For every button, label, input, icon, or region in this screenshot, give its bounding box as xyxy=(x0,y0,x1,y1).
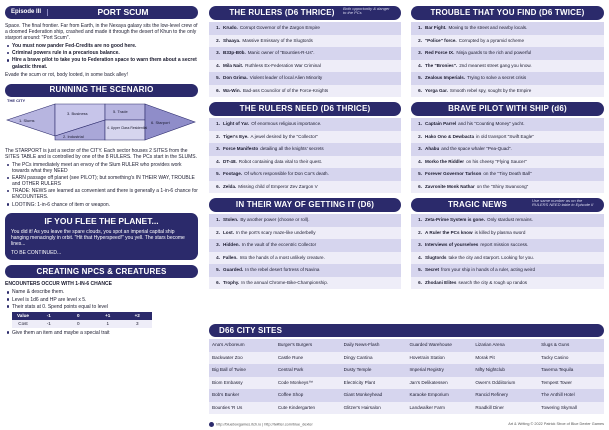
table-row xyxy=(411,35,604,48)
table-row xyxy=(411,143,604,156)
scenario-bullets xyxy=(5,162,198,208)
zone-label: 1. Slums xyxy=(19,117,35,123)
table-row xyxy=(209,156,401,169)
rulers-table xyxy=(209,22,401,97)
entry-name: DT-48. xyxy=(223,158,237,164)
entry-description: search the city & rough up randos xyxy=(458,279,528,285)
entry-name: Force Manifesto xyxy=(223,146,259,152)
site-cell: Big Ball of Twine xyxy=(209,364,275,377)
entry-description: on the "Shiny Swanxong" xyxy=(476,183,529,189)
sites-grid xyxy=(209,339,604,414)
entry-name: Hako Ono & Dewbacta xyxy=(425,133,475,139)
entry-name: Krudo. xyxy=(223,25,238,31)
entry-description: Violent leader of local Alien Minority xyxy=(249,75,323,81)
flee-continued: TO BE CONTINUED... xyxy=(11,250,62,257)
zone-label: 3. Business xyxy=(67,110,88,116)
entry-name: The "Bronies". xyxy=(425,62,458,68)
news-header xyxy=(411,198,604,212)
trouble-title: TROUBLE THAT YOU FIND (D6 TWICE) xyxy=(430,8,585,18)
trouble-table xyxy=(411,22,604,97)
entry-name: Zeta-Prime System is gone. xyxy=(425,217,485,223)
table-row xyxy=(411,85,604,98)
cost-head: -1 xyxy=(34,312,64,320)
news-note: Use same number as on the RULERS NEED table in Episode II xyxy=(532,198,594,208)
site-cell: Daily News-Flash xyxy=(341,339,407,352)
pilot-title: BRAVE PILOT WITH SHIP (d6) xyxy=(448,104,567,114)
npcs-intro: ENCOUNTERS OCCUR WITH 1-IN-6 CHANCE xyxy=(5,281,112,288)
entry-description: report mission success. xyxy=(480,242,529,248)
cost-table xyxy=(12,312,152,328)
site-cell: Roadkill Diner xyxy=(472,402,538,415)
scenario-title: RUNNING THE SCENARIO xyxy=(49,85,154,95)
roll-number: 4. xyxy=(216,254,220,260)
entry-description: on his cheesy "Flying Saucer" xyxy=(466,158,527,164)
roll-number: 1. xyxy=(418,217,422,223)
need-title: THE RULERS NEED (D6 THRICE) xyxy=(239,104,371,114)
site-cell: Rancid Refinery xyxy=(472,389,538,402)
table-row xyxy=(411,131,604,144)
flee-text: You did it! As you leave the spare clouds, you spot an imperial capital ship hanging menacingly in orbit. "Hit that Hyperspeed!" you yell. The stars become lines... xyxy=(11,228,185,248)
roll-number: 6. xyxy=(418,183,422,189)
roll-number: 2. xyxy=(418,229,422,235)
roll-number: 5. xyxy=(216,171,220,177)
table-row xyxy=(209,239,401,252)
table-row xyxy=(411,277,604,290)
site-cell: Taverna Tequila xyxy=(538,364,604,377)
roll-number: 1. xyxy=(216,25,220,31)
entry-description: Moving to the street and nearby locals. xyxy=(448,25,528,31)
site-cell: Tempest Tower xyxy=(538,377,604,390)
list-item: The PCs immediately meet an envoy of the Slum RULER who provides work towards what they NEED xyxy=(5,162,198,174)
entry-description: is killed by plasma sword xyxy=(474,229,526,235)
entry-description: Only stardust remains. xyxy=(487,217,533,223)
roll-number: 5. xyxy=(216,75,220,81)
entry-name: Zhodani Elites xyxy=(425,279,457,285)
site-cell: Coffee Shop xyxy=(275,389,341,402)
entry-description: Corrupted by a pyramid scheme xyxy=(458,37,525,43)
entry-description: Corrupt Governor of the Zargon Empire xyxy=(239,25,320,31)
sites-title: D66 CITY SITES xyxy=(219,325,283,335)
flee-title: IF YOU FLEE THE PLANET... xyxy=(44,215,159,226)
entry-description: in old transport "Swift Eagle" xyxy=(476,133,534,139)
roll-number: 5. xyxy=(216,267,220,273)
table-row xyxy=(209,85,401,98)
roll-number: 3. xyxy=(418,146,422,152)
entry-description: from your ship in hands of a ruler, acting weird xyxy=(441,267,536,273)
site-cell: Tacky Casino xyxy=(538,352,604,365)
entry-description: Into the hands of a most unlikely creature. xyxy=(239,254,325,260)
rulers-note: Both opportunity & danger to the PCs xyxy=(343,6,390,16)
table-row xyxy=(209,252,401,265)
entry-name: Mila Nait. xyxy=(223,62,244,68)
table-row xyxy=(209,35,401,48)
table-row xyxy=(209,214,401,227)
pilot-table xyxy=(411,118,604,193)
site-cell: Code Monkeys™ xyxy=(275,377,341,390)
roll-number: 1. xyxy=(418,121,422,127)
cost-cell: 0 xyxy=(64,320,94,328)
entry-description: detailing all the knights' secrets xyxy=(260,146,324,152)
entry-description: In the vault of the eccentric Collector xyxy=(241,242,317,248)
entry-description: 2nd meanest street gang you know. xyxy=(459,62,532,68)
entry-description: Of who's responsible for Don Cor's death. xyxy=(244,171,329,177)
npcs-header xyxy=(5,265,198,278)
entry-description: on the "Tiny Death Ball" xyxy=(483,171,532,177)
trouble-header xyxy=(411,6,604,20)
site-cell: Morak Pit xyxy=(472,352,538,365)
roll-number: 4. xyxy=(418,158,422,164)
site-cell: Bob's Bunker xyxy=(209,389,275,402)
scenario-header xyxy=(5,84,198,97)
table-row xyxy=(209,72,401,85)
entry-name: Yorga Gar. xyxy=(425,87,448,93)
news-table xyxy=(411,214,604,289)
intro-closing: Evade the scum or rot, body looted, in some back alley! xyxy=(5,71,128,78)
zone-upper-class xyxy=(105,120,148,140)
roll-number: 6. xyxy=(216,183,220,189)
intro-paragraph: Space. The final frontier. Far from Earth, in the Nexaya galaxy sits the low-level crew of a doomed Federation ship, crashed and made it through the desert of Khun to the only starport around: "Port Scum". xyxy=(5,23,198,42)
pilot-header xyxy=(411,102,604,116)
site-cell: Castle Rune xyxy=(275,352,341,365)
entry-name: Wa-Win. xyxy=(223,87,241,93)
zone-label: 6. Starport xyxy=(151,119,170,125)
roll-number: 2. xyxy=(216,37,220,43)
entry-name: Shaaya. xyxy=(223,37,241,43)
list-item: Hire a brave pilot to take you to Federation space to warn them about a secret galactic threat. xyxy=(5,57,198,69)
zone-label: 2. Industrial xyxy=(63,133,84,139)
site-cell: Bounties 'R Us xyxy=(209,402,275,415)
entry-description: Massive Emissary of the Slugtords xyxy=(242,37,313,43)
entry-name: Captain Parrel xyxy=(425,121,457,127)
roll-number: 3. xyxy=(216,50,220,56)
table-row xyxy=(411,60,604,73)
sites-section xyxy=(209,324,604,414)
table-row xyxy=(209,264,401,277)
table-row xyxy=(209,22,401,35)
city-map-svg xyxy=(5,98,198,146)
roll-number: 6. xyxy=(216,279,220,285)
entry-description: Ninja guards to the rich and powerful xyxy=(456,50,532,56)
entry-description: In the annual Chrome-Bike-Championship. xyxy=(241,279,329,285)
rulers-header xyxy=(209,6,401,20)
roll-number: 3. xyxy=(418,242,422,248)
site-cell: Nifty Nightclub xyxy=(472,364,538,377)
roll-number: 4. xyxy=(418,254,422,260)
list-item: Give them an item and maybe a special trait xyxy=(5,330,198,336)
npcs-title: CREATING NPCS & CREATURES xyxy=(36,266,167,276)
roll-number: 6. xyxy=(216,87,220,93)
table-row xyxy=(209,181,401,194)
entry-name: Guarded. xyxy=(223,267,244,273)
entry-name: Light of Yar. xyxy=(223,121,250,127)
column-left xyxy=(5,6,198,336)
site-cell: Slugs & Guns xyxy=(538,339,604,352)
entry-description: take the city and starport. Looking for you. xyxy=(448,254,534,260)
footer-right: Art & Writing © 2022 Patrick Stroe of Blue Dexter Games xyxy=(508,422,604,427)
site-cell: Cute Kindergarten xyxy=(275,402,341,415)
roll-number: 2. xyxy=(216,133,220,139)
table-row xyxy=(411,47,604,60)
list-item: Criminal powers rule in a precarious balance. xyxy=(5,50,198,56)
episode-label: Episode III xyxy=(5,9,48,16)
table-row xyxy=(411,252,604,265)
site-cell: Central Park xyxy=(275,364,341,377)
roll-number: 5. xyxy=(418,75,422,81)
site-cell: Towering Skymall xyxy=(538,402,604,415)
sites-header xyxy=(209,324,604,337)
zone-label: 4. Upper Class Residential xyxy=(107,125,148,130)
entry-description: In the port's scary maze-like underbelly xyxy=(235,229,316,235)
site-cell: Biom Embassy xyxy=(209,377,275,390)
entry-description: and his "Counting Money" yacht. xyxy=(458,121,525,127)
cost-head: +1 xyxy=(93,312,123,320)
roll-number: 3. xyxy=(216,242,220,248)
site-cell: Jan's Delikatessen xyxy=(407,377,473,390)
entry-name: Zealous Imperials. xyxy=(425,75,466,81)
entry-description: Trying to solve a secret crisis xyxy=(467,75,527,81)
entry-description: Ruthless Ex-Federation War Criminal xyxy=(245,62,321,68)
entry-description: In the rebel desert fortress of Navina xyxy=(245,267,320,273)
entry-description: Robot containing data vital to their quest. xyxy=(238,158,323,164)
table-row xyxy=(411,168,604,181)
table-row xyxy=(209,168,401,181)
table-row xyxy=(411,156,604,169)
npcs-last xyxy=(5,330,198,336)
site-cell: The Anthill Hotel xyxy=(538,389,604,402)
way-table xyxy=(209,214,401,289)
column-middle xyxy=(209,6,401,289)
entry-name: Forever Governor Tarlson xyxy=(425,171,482,177)
intro-bullets xyxy=(5,43,198,69)
site-cell: Landwalker Farm xyxy=(407,402,473,415)
roll-number: 6. xyxy=(418,87,422,93)
site-cell: Hovetrain Station xyxy=(407,352,473,365)
site-cell: Dingy Cantina xyxy=(341,352,407,365)
entry-name: Morko the Riddler xyxy=(425,158,465,164)
entry-name: Zavronite Monk Nathar xyxy=(425,183,475,189)
city-diagram xyxy=(5,98,198,146)
cost-head: +2 xyxy=(123,312,153,320)
site-cell: Karaoke Emporium xyxy=(407,389,473,402)
entry-name: Secret xyxy=(425,267,440,273)
entry-name: Don Grima. xyxy=(223,75,248,81)
footer-links[interactable]: http://blueboxgames.itch.io | http://twitter.com/blue_dexter xyxy=(216,422,313,427)
zone-label: 5. Trade xyxy=(113,108,128,114)
episode-title: PORT SCUM xyxy=(97,7,149,18)
entry-name: Zelda. xyxy=(223,183,237,189)
table-row xyxy=(411,239,604,252)
entry-name: Bar Fight. xyxy=(425,25,447,31)
way-title: IN THEIR WAY OF GETTING IT (D6) xyxy=(235,200,375,210)
entry-description: Missing child of Emperor Zev Zargon V xyxy=(238,183,318,189)
site-cell: Ana's Arboreum xyxy=(209,339,275,352)
site-cell: Glitzer's Hairsalon xyxy=(341,402,407,415)
list-item: Their stats at 0. Spend points equal to level xyxy=(5,304,198,310)
roll-number: 5. xyxy=(418,171,422,177)
cost-cell: 3 xyxy=(123,320,153,328)
scenario-paragraph: The STARPORT is just a sector of the CITY. Each sector houses 2 SITES from the SITES TABLE and is controlled by one of the 8 RULERS. The PCs start in the SLUMS. xyxy=(5,147,198,160)
entry-description: Bad-ass Councilor of of the Force-Knights xyxy=(242,87,329,93)
site-cell: Giant Monkeyhead xyxy=(341,389,407,402)
table-row xyxy=(411,214,604,227)
column-right xyxy=(411,6,604,289)
table-row xyxy=(209,131,401,144)
way-header xyxy=(209,198,401,212)
entry-description: Manic owner of "Bounties-R-Us". xyxy=(247,50,315,56)
entry-name: Red Force IX. xyxy=(425,50,455,56)
roll-number: 6. xyxy=(418,279,422,285)
table-row xyxy=(411,118,604,131)
site-cell: Dusty Temple xyxy=(341,364,407,377)
entry-name: "Police" force. xyxy=(425,37,457,43)
roll-number: 1. xyxy=(216,217,220,223)
roll-number: 4. xyxy=(418,62,422,68)
list-item: Name & describe them. xyxy=(5,289,198,295)
table-row xyxy=(411,72,604,85)
table-row xyxy=(209,60,401,73)
entry-description: Smooth rebel spy, sought by the Empire xyxy=(449,87,532,93)
roll-number: 3. xyxy=(216,146,220,152)
list-item: EARN passage off planet (see PILOT); but something's IN THEIR WAY, TROUBLE and OTHER RULERS xyxy=(5,175,198,187)
list-item: TRADE: NEWS are learned as convenient and there is generally a 1-in-6 chance for ENCOUNTERS. xyxy=(5,188,198,200)
roll-number: 4. xyxy=(216,158,220,164)
need-table xyxy=(209,118,401,193)
roll-number: 2. xyxy=(418,133,422,139)
cost-cell: 1 xyxy=(93,320,123,328)
site-cell: Owen's Oddiitorium xyxy=(472,377,538,390)
table-row xyxy=(411,264,604,277)
list-item: Level is 1d6 and HP are level x 5. xyxy=(5,297,198,303)
site-cell: Lizarian Arena xyxy=(472,339,538,352)
entry-name: Trophy. xyxy=(223,279,240,285)
footer-left xyxy=(209,422,313,427)
entry-name: Stolen. xyxy=(223,217,239,223)
cost-cell: -1 xyxy=(34,320,64,328)
city-label: THE CITY xyxy=(7,97,26,103)
site-cell: Backwater Zoo xyxy=(209,352,275,365)
site-cell: Burger's Burgers xyxy=(275,339,341,352)
list-item: LOOTING: 1-in-6 chance of item or weapon. xyxy=(5,202,198,208)
entry-name: Hidden. xyxy=(223,242,240,248)
entry-name: B33p-B0b. xyxy=(223,50,246,56)
web-icon xyxy=(209,422,214,427)
roll-number: 1. xyxy=(216,121,220,127)
table-row xyxy=(411,227,604,240)
roll-number: 4. xyxy=(216,62,220,68)
site-cell: Imperial Registry xyxy=(407,364,473,377)
entry-name: Footage. xyxy=(223,171,243,177)
entry-name: Tiger's Eye. xyxy=(223,133,249,139)
table-row xyxy=(209,118,401,131)
npcs-bullets xyxy=(5,289,198,309)
entry-name: Fallen. xyxy=(223,254,238,260)
cost-head: 0 xyxy=(64,312,94,320)
roll-number: 1. xyxy=(418,25,422,31)
entry-description: A jewel desired by the "Collector" xyxy=(250,133,318,139)
episode-header xyxy=(5,6,198,19)
site-cell: Guarded Warehouse xyxy=(407,339,473,352)
rulers-title: THE RULERS (D6 THRICE) xyxy=(229,8,335,18)
table-row xyxy=(209,227,401,240)
roll-number: 3. xyxy=(418,50,422,56)
roll-number: 2. xyxy=(216,229,220,235)
list-item: You must now pander Fed-Credits are no good here. xyxy=(5,43,198,49)
cost-cell: Cost xyxy=(12,320,34,328)
entry-name: Lost. xyxy=(223,229,234,235)
roll-number: 5. xyxy=(418,267,422,273)
table-row xyxy=(209,47,401,60)
cost-head: Value xyxy=(12,312,34,320)
entry-description: Of enormous religious importance. xyxy=(251,121,322,127)
table-row xyxy=(209,277,401,290)
entry-name: A Ruler the PCs know xyxy=(425,229,473,235)
table-row xyxy=(411,22,604,35)
site-cell: Electricity Plant xyxy=(341,377,407,390)
entry-name: Interviews of yourselves xyxy=(425,242,479,248)
news-title: TRAGIC NEWS xyxy=(447,200,508,210)
entry-description: and the space whaler "Pea-Quad". xyxy=(441,146,512,152)
entry-name: Slugtords xyxy=(425,254,447,260)
table-row xyxy=(411,181,604,194)
need-header xyxy=(209,102,401,116)
entry-name: Ahabu xyxy=(425,146,440,152)
roll-number: 2. xyxy=(418,37,422,43)
entry-description: By another power (choose or roll). xyxy=(240,217,310,223)
table-row xyxy=(209,143,401,156)
flee-box xyxy=(5,213,198,261)
